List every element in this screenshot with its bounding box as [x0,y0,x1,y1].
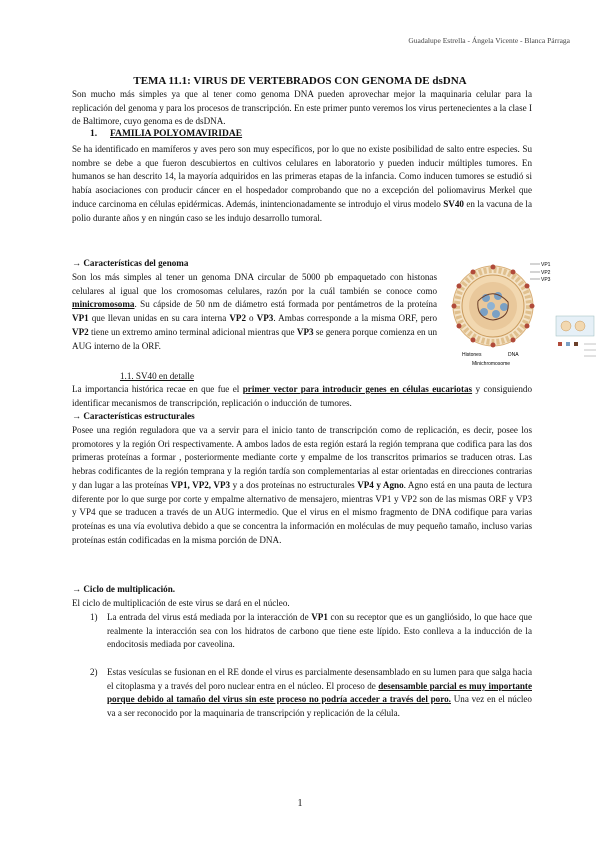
figure-label-dna: DNA [508,352,519,358]
document-title: TEMA 11.1: VIRUS DE VERTEBRADOS CON GENOMA DE dsDNA [133,75,467,87]
figure-label-vp3: VP3 [541,277,551,283]
cycle-step-2 [90,666,532,721]
sv40-heading [120,370,420,384]
structural-text-3: y a dos proteínas no estructurales [230,479,358,490]
structural-text-5: . Agno está en una pauta de lectura diferente por lo que surge por corte y empalme alternativo de mensajero, mientras VP1 y VP2 son de las mismas ORF y VP3 y VP4 que se traducen a través de un AUG intermedio. Que el virus en el mismo fragmento de DNA codifique para varias proteínas es una vía evolutiva debido a que se concentra la información en moléculas de muy pequeño tamaño, incluso varias proteínas están codificadas en la misma porción de DNA. [72,479,532,545]
step-1-text-a: La entrada del virus está mediada por la interacción de [107,612,312,622]
vp2-term-2: VP2 [72,326,89,337]
polyomavirus-diagram [448,256,598,372]
genome-text-3: que llevan unidas en su cara interna [88,313,230,324]
family-text-c: en la vacuna de la polio durante años y en ningún caso se les indujo desarrollo tumoral. [72,198,532,223]
structural-bold-vp4-agno: VP4 y Agno [357,479,404,490]
structural-heading: → Características estructurales [72,411,195,421]
genome-text-1: Son los más simples al tener un genoma DNA circular de 5000 pb empaquetado con histonas celulares al igual que los cromosomas celulares, razón por la cuál también se conoce como [72,272,437,296]
minichromosome-term: minicromosoma [72,299,135,310]
step-2-number: 2) [90,667,98,677]
step-2-highlight: desensamble parcial es muy importante porque debido al tamaño del virus sin este proceso no podría acceder a través del poro. [107,680,532,705]
genome-text-4: o [246,313,257,324]
step-2-text [107,666,532,721]
family-paragraph [72,143,532,225]
figure-label-histones: Histones [462,352,482,358]
step-1-number: 1) [90,612,98,622]
vp3-term: VP3 [256,313,274,324]
genome-paragraph [72,271,437,353]
section-number: 1. [90,129,98,139]
polyomavirus-figure [448,256,598,372]
step-1-text-c: con su receptor que es un gangliósido, lo que hace que realmente la interacción sea con los hidratos de carbono que tiene este lípido. Esto conlleva a la inducción de la endocitosis mediada por caveolina. [107,612,532,650]
sv40-bold: SV40 [443,198,464,209]
figure-label-vp1: VP1 [541,262,551,268]
genome-text-2: . Su cápside de 50 nm de diámetro está formada por pentámetros de la proteína [134,299,437,310]
vp3-term-2: VP3 [296,326,314,337]
step-2-text-c: Una vez en el núcleo va a ser reconocido por la maquinaria de transcripción y replicación de la célula. [107,694,532,719]
sv40-heading-text: 1.1. SV40 en detalle [120,371,194,381]
family-text-a: Se ha identificado en mamíferos y aves pero son muy específicos, por lo que no existe posibilidad de salto entre especies. Su nombre se debe a que fueron descubiertos en cultivos celulares en laboratorio y pueden inducir múltiples tumores. En humanos se han descrito 14, la mayoría adquiridos en las primeras etapas de la infancia. Como inducen tumores se estudió si había asociaciones con producir cáncer en el hospedador comprobando que no a excepción del poliomavirus Merkel que induce carcinoma en células epidérmicas. Además, inintencionadamente se introdujo el virus modelo [72,144,532,209]
genome-text-5: . Ambas corresponde a la misma ORF, pero [273,313,437,324]
cycle-step-1 [90,611,532,652]
sv40-text-1: La importancia histórica recae en que fue el [72,384,243,394]
step-2-text-a: Estas vesículas se fusionan en el RE donde el virus es parcialmente desensamblado en su lumen para que salga hacia el citoplasma y a través del poro nuclear entra en el núcleo. El proceso de [107,667,532,691]
step-1-vp1: VP1 [311,612,328,622]
structural-bold-vps: VP1, VP2, VP3 [170,479,231,490]
genome-text-7: se genera porque comienza en un AUG interno de la ORF. [72,326,438,351]
sv40-highlight: primer vector para introducir genes en células eucariotas [242,384,473,394]
side-inset [556,316,596,356]
cycle-intro: El ciclo de multiplicación de este virus se dará en el núcleo. [72,598,290,608]
page-header-authors: Guadalupe Estrella - Ángela Vicente - Blanca Párraga [408,36,570,45]
figure-label-minichromosome: Minichromosome [472,361,511,367]
intro-paragraph: Son mucho más simples ya que al tener como genoma DNA pueden aprovechar mejor la maquinaria celular para la replicación del genoma y para los procesos de transcripción. En este primer punto veremos los virus pertenecientes a la clase I de Baltimore, cuyo genoma es de dsDNA. [72,89,532,127]
structural-paragraph [72,424,532,547]
sv40-paragraph [72,383,532,410]
cycle-heading: → Ciclo de multiplicación. [72,584,176,594]
vp1-term: VP1 [72,313,89,324]
structural-text-1: Posee una región reguladora que va a servir para el inicio tanto de transcripción como de replicación, es decir, posee los promotores y la región Ori respectivamente. A ambos lados de esta región estará la región temprana que codifica para las dos primeras proteínas a formar , posteriormente mediante corte y empalme de los transcritos primarios se traducen otras. Las hebras codificantes de la región temprana y la región tardía son complementarias al estar orientadas en direcciones contrarias y dan lugar a las proteínas [72,425,532,490]
genome-heading: → Características del genoma [72,258,189,268]
vp2-term: VP2 [229,313,246,324]
step-1-text [107,611,532,652]
page-number: 1 [297,798,303,809]
figure-label-vp2: VP2 [541,270,551,276]
genome-text-6: tiene un extremo amino terminal adicional mientras que [88,326,297,337]
section-heading-polyomaviridae [90,129,242,139]
sv40-text-2: y consiguiendo identificar mecanismos de transcripción, replicación o inducción de tumores. [72,384,532,408]
section-title: FAMILIA POLYOMAVIRIDAE [110,129,243,139]
